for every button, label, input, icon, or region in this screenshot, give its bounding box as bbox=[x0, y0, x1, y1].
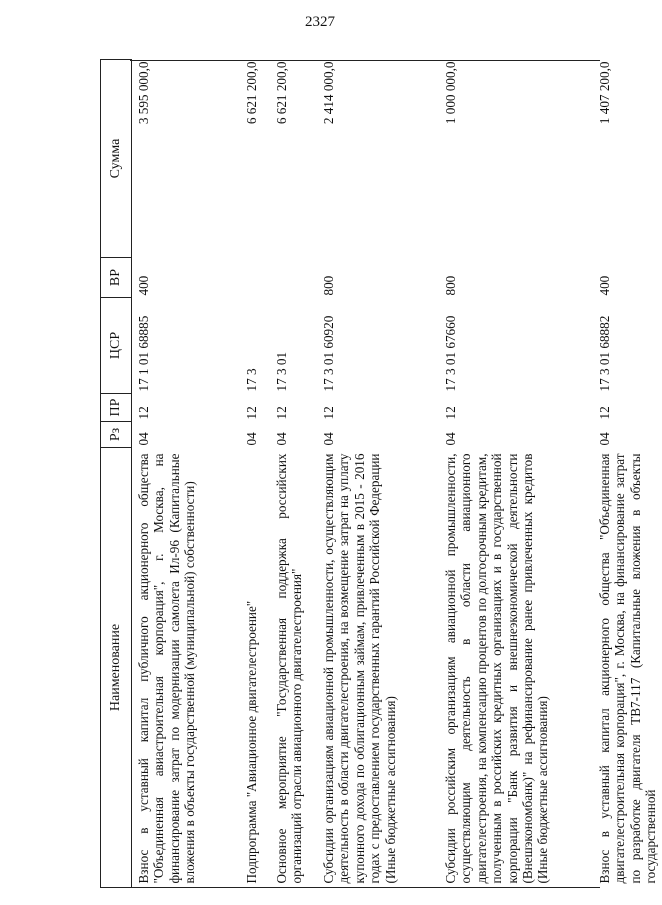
row-vr: 400 bbox=[597, 275, 612, 296]
row-name: Взнос в уставный капитал акционерного общества "Объединенная двигателестроительная корпорация", г. Москва, на финансирование затрат по разработке двигателя ТВ7-117 (Капитальные вложения в объекты государственной bbox=[597, 453, 659, 884]
row-pr: 12 bbox=[274, 406, 289, 420]
table-row bbox=[240, 60, 270, 888]
table-left-border bbox=[130, 887, 600, 888]
table-row bbox=[317, 60, 439, 888]
row-sum: 1 000 000,0 bbox=[443, 61, 458, 125]
row-rz: 04 bbox=[136, 432, 151, 446]
row-csr: 17 3 01 bbox=[274, 351, 289, 392]
header-vr: ВР bbox=[101, 258, 132, 298]
row-pr: 12 bbox=[597, 406, 612, 420]
row-vr bbox=[240, 258, 270, 298]
page-number: 2327 bbox=[305, 14, 335, 30]
row-csr: 17 3 bbox=[244, 368, 259, 392]
row-csr: 17 1 01 68885 bbox=[136, 315, 151, 392]
row-rz: 04 bbox=[597, 432, 612, 446]
header-rz: Рз bbox=[101, 422, 132, 448]
header-name: Наименование bbox=[101, 448, 132, 888]
table-row bbox=[439, 60, 593, 888]
table-right-border bbox=[130, 60, 600, 61]
header-pr: ПР bbox=[101, 394, 132, 422]
header-csr: ЦСР bbox=[101, 298, 132, 394]
row-vr: 800 bbox=[443, 275, 458, 296]
header-sum: Сумма bbox=[101, 60, 132, 258]
budget-table-rotated bbox=[100, 60, 659, 888]
row-pr: 12 bbox=[136, 406, 151, 420]
row-sum: 2 414 000,0 bbox=[321, 61, 336, 125]
row-sum: 6 621 200,0 bbox=[274, 61, 289, 125]
row-rz: 04 bbox=[443, 432, 458, 446]
row-pr: 12 bbox=[321, 406, 336, 420]
row-pr: 12 bbox=[443, 406, 458, 420]
row-sum: 6 621 200,0 bbox=[244, 61, 259, 125]
table-header-row bbox=[101, 60, 132, 888]
row-vr bbox=[270, 258, 317, 298]
budget-table bbox=[100, 59, 662, 888]
row-pr: 12 bbox=[244, 406, 259, 420]
row-vr: 800 bbox=[321, 275, 336, 296]
row-name: Подпрограмма "Авиационное двигателестроение" bbox=[244, 600, 259, 884]
row-sum: 1 407 200,0 bbox=[597, 61, 612, 125]
row-rz: 04 bbox=[244, 432, 259, 446]
row-rz: 04 bbox=[274, 432, 289, 446]
table-row bbox=[270, 60, 317, 888]
row-csr: 17 3 01 67660 bbox=[443, 315, 458, 392]
row-name: Субсидии организациям авиационной промышленности, осуществляющим деятельность в области двигателестроения, на возмещение затрат на уплату купонного дохода по облигационным займам, привлеченным в 2015 - 2016 годах с предоставлением государственных гарантий Российской Федерации (Иные бюджетные ассигнования) bbox=[321, 453, 398, 884]
row-sum: 3 595 000,0 bbox=[136, 61, 151, 125]
row-name: Субсидии российским организациям авиационной промышленности, осуществляющим деятельность в области авиационного двигателестроения, на компенсацию процентов по долгосрочным кредитам, полученным в российских кредитных организациях и в государственной корпорации "Банк развития и внешнеэкономической деятельности (Внешэкономбанк)" на рефинансирование ранее привлеченных кредитов (Иные бюджетные ассигнования) bbox=[443, 453, 551, 884]
row-csr: 17 3 01 68882 bbox=[597, 315, 612, 392]
row-name: Взнос в уставный капитал публичного акционерного общества "Объединенная авиастроительная корпорация", г. Москва, на финансирование затрат по модернизации самолета Ил-96 (Капитальные вложения в объекты государственной (муниципальной) собственности) bbox=[136, 453, 198, 884]
table-row bbox=[132, 60, 241, 888]
row-vr: 400 bbox=[136, 275, 151, 296]
table-row bbox=[593, 60, 662, 888]
row-rz: 04 bbox=[321, 432, 336, 446]
row-name: Основное мероприятие "Государственная поддержка российских организаций отрасли авиационного двигателестроения" bbox=[274, 453, 305, 884]
row-csr: 17 3 01 60920 bbox=[321, 315, 336, 392]
